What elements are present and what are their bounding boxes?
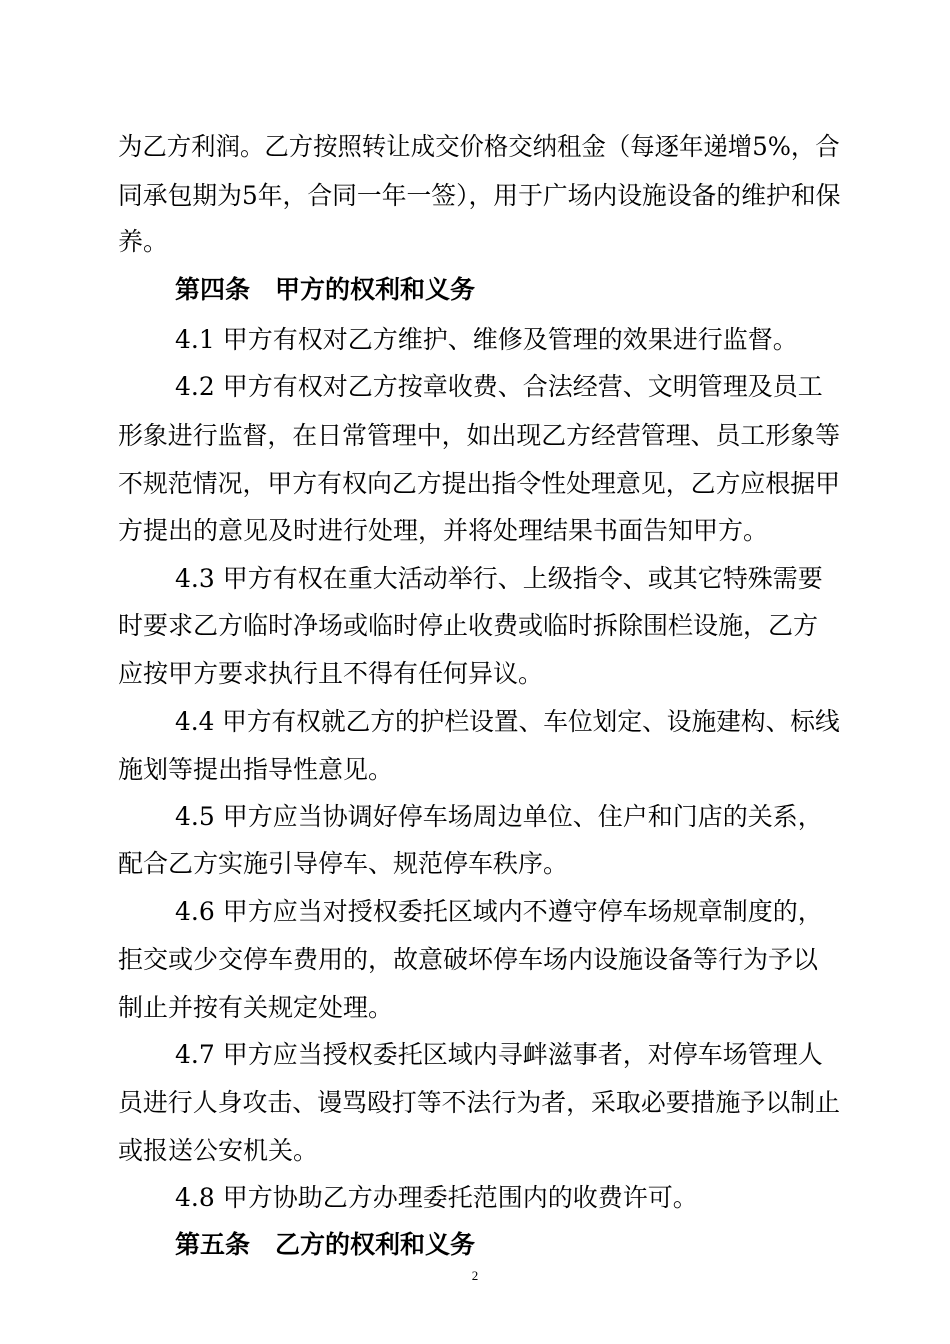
body-text-line: 不规范情况，甲方有权向乙方提出指令性处理意见，乙方应根据甲 bbox=[118, 469, 841, 498]
body-text-line: 应按甲方要求执行且不得有任何异议。 bbox=[118, 659, 544, 688]
section-heading-5: 第五条 乙方的权利和义务 bbox=[175, 1230, 476, 1259]
clause-4-7: 4.7 甲方应当授权委托区域内寻衅滋事者，对停车场管理人 bbox=[175, 1040, 823, 1069]
clause-4-2: 4.2 甲方有权对乙方按章收费、合法经营、文明管理及员工 bbox=[175, 372, 823, 401]
section-heading-4: 第四条 甲方的权利和义务 bbox=[175, 275, 476, 304]
body-text-line: 同承包期为5年，合同一年一签），用于广场内设施设备的维护和保 bbox=[118, 181, 841, 210]
body-text-line: 形象进行监督，在日常管理中，如出现乙方经营管理、员工形象等 bbox=[118, 421, 841, 450]
body-text-line: 员进行人身攻击、谩骂殴打等不法行为者，采取必要措施予以制止 bbox=[118, 1088, 841, 1117]
body-text-line: 或报送公安机关。 bbox=[118, 1136, 319, 1165]
clause-4-8: 4.8 甲方协助乙方办理委托范围内的收费许可。 bbox=[175, 1183, 698, 1212]
body-text-line: 方提出的意见及时进行处理，并将处理结果书面告知甲方。 bbox=[118, 516, 769, 545]
clause-4-6: 4.6 甲方应当对授权委托区域内不遵守停车场规章制度的， bbox=[175, 897, 823, 926]
body-text-line: 时要求乙方临时净场或临时停止收费或临时拆除围栏设施，乙方 bbox=[118, 611, 819, 640]
clause-4-3: 4.3 甲方有权在重大活动举行、上级指令、或其它特殊需要 bbox=[175, 564, 823, 593]
clause-4-1: 4.1 甲方有权对乙方维护、维修及管理的效果进行监督。 bbox=[175, 325, 798, 354]
page-number: 2 bbox=[471, 1268, 479, 1283]
body-text-line: 养。 bbox=[118, 227, 169, 256]
body-text-line: 制止并按有关规定处理。 bbox=[118, 993, 394, 1022]
body-text-line: 为乙方利润。乙方按照转让成交价格交纳租金（每逐年递增5%，合 bbox=[118, 132, 840, 161]
clause-4-5: 4.5 甲方应当协调好停车场周边单位、住户和门店的关系， bbox=[175, 802, 823, 831]
body-text-line: 拒交或少交停车费用的，故意破坏停车场内设施设备等行为予以 bbox=[118, 945, 819, 974]
clause-4-4: 4.4 甲方有权就乙方的护栏设置、车位划定、设施建构、标线 bbox=[175, 707, 840, 736]
body-text-line: 配合乙方实施引导停车、规范停车秩序。 bbox=[118, 849, 569, 878]
body-text-line: 施划等提出指导性意见。 bbox=[118, 755, 394, 784]
